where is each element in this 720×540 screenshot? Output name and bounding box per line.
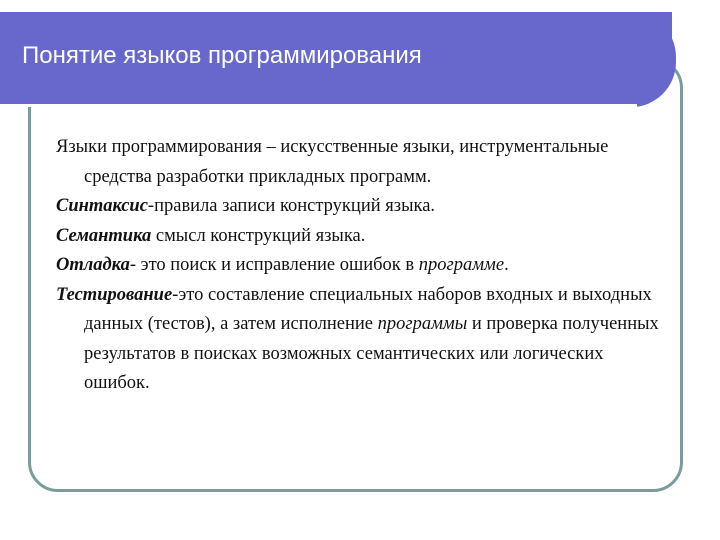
paragraph-semantics [56, 222, 666, 252]
semantics-text: смысл конструкций языка. [151, 225, 366, 246]
slide-title: Понятие языков программирования [22, 42, 422, 69]
term-syntax: Синтаксис [56, 196, 148, 216]
paragraph-debugging [56, 251, 666, 281]
term-semantics: Семантика [56, 225, 152, 246]
definition-text: Языки программирования – искусственные языки, инструментальные средства разработки прикладных программ. [56, 137, 609, 187]
testing-text: -это составление специальных наборов входных и выходных данных (тестов), а затем исполнение [84, 284, 652, 334]
title-underline [0, 104, 637, 107]
debugging-end: . [504, 255, 509, 275]
slide-content [56, 133, 666, 399]
title-bar [0, 12, 672, 107]
syntax-text: -правила записи конструкций языка. [147, 196, 436, 216]
paragraph-testing [56, 281, 666, 399]
debugging-italic: программе [418, 255, 505, 275]
paragraph-syntax [56, 192, 666, 222]
term-debugging: Отладка [56, 255, 130, 275]
paragraph-definition [56, 133, 666, 192]
testing-italic: программы [377, 314, 468, 334]
term-testing: Тестирование [56, 284, 173, 305]
debugging-text: - это поиск и исправление ошибок в [129, 255, 419, 275]
testing-end: и проверка полученных результатов в поисках возможных семантических или логических ошибок. [84, 314, 659, 393]
